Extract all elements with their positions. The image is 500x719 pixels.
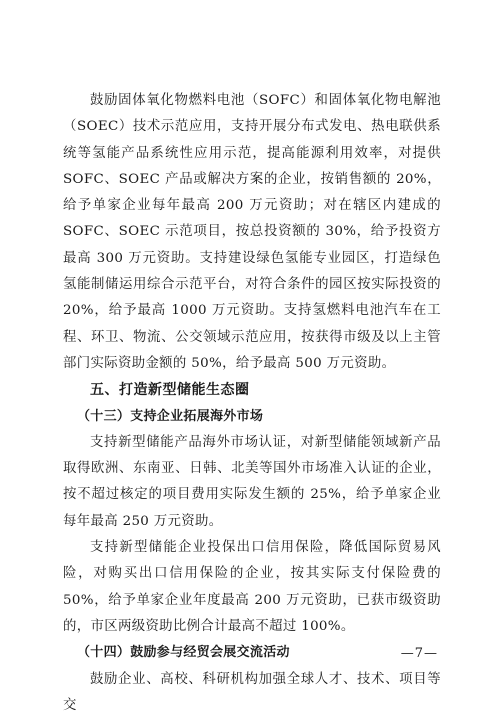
page-number: —7— [400,646,438,661]
subsection-heading-13: （十三）支持企业拓展海外市场 [77,408,264,424]
paragraph-exchange-activities: 鼓励企业、高校、科研机构加强全球人才、技术、项目等交 [63,671,441,713]
paragraph-sofc-soec-hydrogen: 鼓励固体氧化物燃料电池（SOFC）和固体氧化物电解池（SOEC）技术示范应用，支持开展分布式发电、热电联供系统等氢能产品系统性应用示范，提高能源利用效率，对提供 SOFC、SOEC 产品或解决方案的企业，按销售额的 20%，给予单家企业每年最高 200 万元资助；对在辖区内建成的 SOFC、SOEC 示范项目，按总投资额的 30%，给予投资方最高 300 万元资助。支持建设绿色氢能专业园区，打造绿色氢能制储运用综合示范平台，对符合条件的园区按实际投资的 20%，给予最高 1000 万元资助。支持氢燃料电池汽车在工程、环卫、物流、公交领域示范应用，按获得市级及以上主管部门实际资助金额的 50%，给予最高 500 万元资助。 [63,93,441,371]
paragraph-overseas-certification: 支持新型储能产品海外市场认证，对新型储能领域新产品取得欧洲、东南亚、日韩、北美等国外市场准入认证的企业，按不超过核定的项目费用实际发生额的 25%，给予单家企业每年最高 250 万元资助。 [63,434,441,529]
section-heading-5: 五、打造新型储能生态圈 [90,382,250,399]
subsection-heading-14: （十四）鼓励参与经贸会展交流活动 [77,645,290,661]
paragraph-export-credit-insurance: 支持新型储能企业投保出口信用保险，降低国际贸易风险，对购买出口信用保险的企业，按其实际支付保险费的 50%，给予单家企业年度最高 200 万元资助，已获市级资助的，市区两级资助比例合计最高不超过 100%。 [63,540,441,634]
document-body [63,88,441,719]
